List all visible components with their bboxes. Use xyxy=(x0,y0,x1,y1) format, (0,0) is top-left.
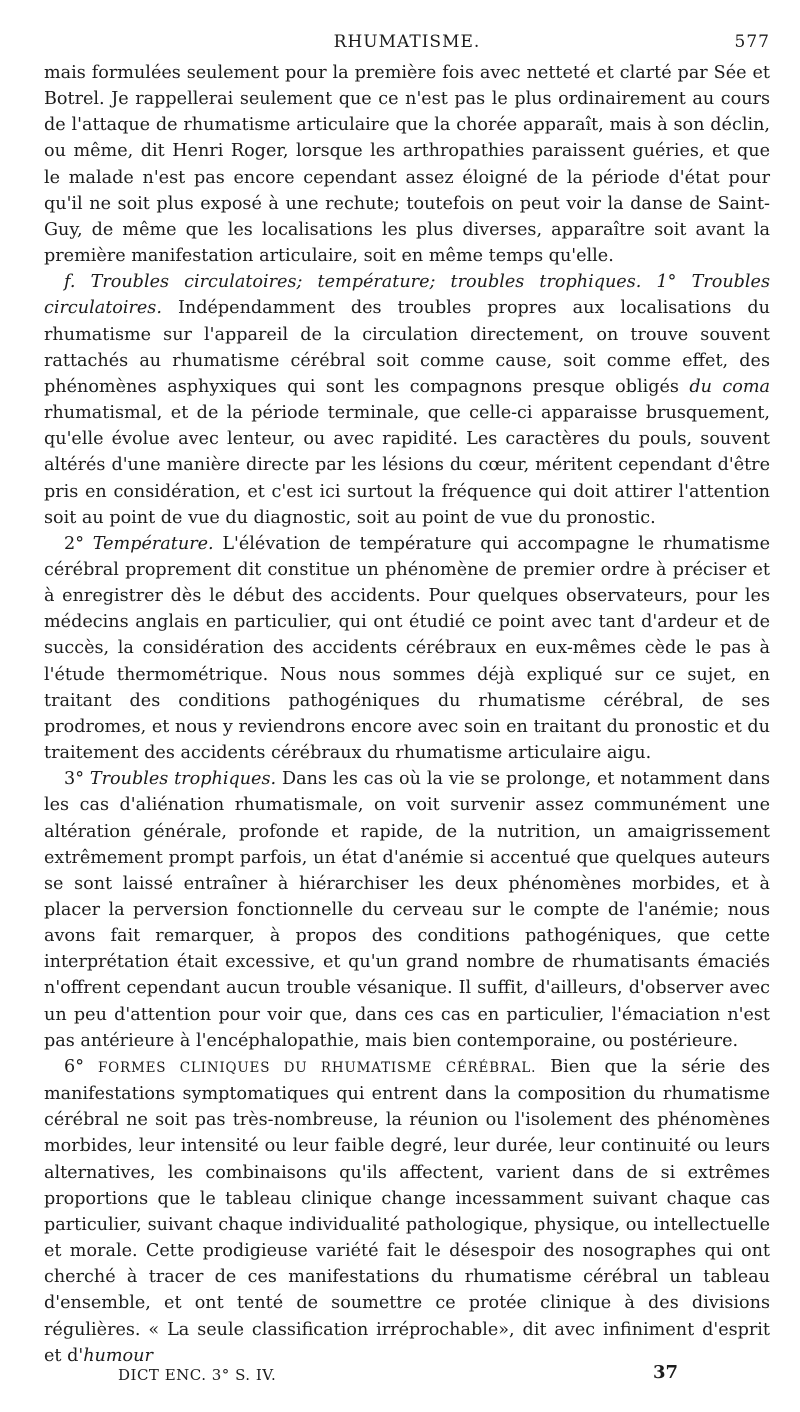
paragraph-clinical-forms xyxy=(44,1054,770,1369)
running-title: RHUMATISME. xyxy=(333,32,481,52)
running-head xyxy=(44,32,770,56)
section-heading: Température. xyxy=(92,533,214,554)
sheet-number: 37 xyxy=(652,1362,678,1383)
paragraph-circulatory-troubles xyxy=(44,269,770,531)
emphasis-text: humour xyxy=(83,1345,153,1366)
section-heading: FORMES CLINIQUES DU RHUMATISME CÉRÉBRAL. xyxy=(97,1059,537,1076)
paragraph-text: Bien que la série des manifestations symptomatiques qui entrent dans la composition du rhumatisme cérébral ne soit pas très-nombreuse, la réunion ou l'isolement des phénomènes morbides, leur intensité ou leur faible degré, leur durée, leur continuité ou leurs alternatives, les combinaisons qu'ils affectent, varient dans de si extrêmes proportions que le tableau clinique change incessamment suivant chaque cas particulier, suivant chaque individualité pathologique, physique, ou intellectuelle et morale. Cette prodigieuse variété fait le désespoir des nosographes qui ont cherché à tracer de ces manifestations du rhumatisme cérébral un tableau d'ensemble, et ont tenté de soumettre ce protée clinique à des divisions régulières. « La seule classification irréprochable», dit avec infiniment d'esprit et d' xyxy=(44,1056,771,1366)
section-number: 3° xyxy=(64,769,84,790)
printer-signature: DICT ENC. 3° S. IV. xyxy=(118,1366,277,1384)
paragraph-text: rhumatismal, et de la période terminale, que celle-ci apparaisse brusquement, qu'elle évolue avec lenteur, ou avec rapidité. Les caractères du pouls, souvent altérés d'une manière directe par les lésions du cœur, méritent cependant d'être pris en considération, et c'est ici surtout la fréquence qui doit attirer l'attention soit au point de vue du diagnostic, soit au point de vue du pronostic. xyxy=(44,403,770,528)
paragraph-chorea-continuation xyxy=(44,60,770,269)
section-number: 6° xyxy=(64,1056,84,1077)
paragraph-text: L'élévation de température qui accompagne le rhumatisme cérébral proprement dit constitue un phénomène de premier ordre à préciser et à enregistrer dès le début des accidents. Pour quelques observateurs, pour les médecins anglais en particulier, qui ont étudié ce point avec tant d'ardeur et de succès, la considération des accidents cérébraux en eux-mêmes cède le pas à l'étude thermométrique. Nous nous sommes déjà expliqué sur ce sujet, en traitant des conditions pathogéniques du rhumatisme cérébral, de ses prodromes, et nous y reviendrons encore avec soin en traitant du pronostic et du traitement des accidents cérébraux du rhumatisme articulaire aigu. xyxy=(44,533,771,764)
paragraph-text: Dans les cas où la vie se prolonge, et notamment dans les cas d'aliénation rhumatismale, on voit survenir assez communément une altération générale, profonde et rapide, de la nutrition, un amaigrissement extrêmement prompt parfois, un état d'anémie si accentué que quelques auteurs se sont laissé entraîner à hiérarchiser les deux phénomènes morbides, et à placer la perversion fonctionnelle du cerveau sur le compte de l'anémie; nous avons fait remarquer, à propos des conditions pathogéniques, que cette interprétation était excessive, et qu'un grand nombre de rhumatisants émaciés n'offrent cependant aucun trouble vésanique. Il suffit, d'ailleurs, d'observer avec un peu d'attention pour voir que, dans ces cas en particulier, l'émaciation n'est pas antérieure à l'encéphalopathie, mais bien contemporaine, ou postérieure. xyxy=(44,769,770,1051)
page-number: 577 xyxy=(734,32,770,52)
section-number: 2° xyxy=(64,533,84,554)
paragraph-text: mais formulées seulement pour la première fois avec netteté et clarté par Sée et Botrel. Je rappellerai seulement que ce n'est pas le plus ordinairement au cours de l'attaque de rhumatisme articulaire que la chorée apparaît, mais à son déclin, ou même, dit Henri Roger, lorsque les arthropathies paraissent guéries, et que le malade n'est pas encore cependant assez éloigné de la période d'état pour qu'il ne soit plus exposé à une rechute; toutefois on peut voir la danse de Saint-Guy, de même que les localisations les plus diverses, apparaître soit avant la première manifestation articulaire, soit en même temps qu'elle. xyxy=(44,63,770,267)
section-heading: Troubles trophiques. xyxy=(89,769,277,790)
paragraph-temperature xyxy=(44,531,770,766)
page-footer xyxy=(118,1362,678,1388)
section-heading: f. Troubles circulatoires; température; troubles trophiques. 1° Troubles circulatoires. xyxy=(44,272,770,319)
emphasis-text: du coma xyxy=(689,376,770,397)
paragraph-trophic-troubles xyxy=(44,766,770,1054)
body-text xyxy=(44,60,770,1369)
paragraph-text: Indépendamment des troubles propres aux localisations du rhumatisme sur l'appareil de la circulation directement, on trouve souvent rattachés au rhumatisme cérébral soit comme cause, soit comme effet, des phénomènes asphyxiques qui sont les compagnons presque obligés xyxy=(44,298,770,397)
